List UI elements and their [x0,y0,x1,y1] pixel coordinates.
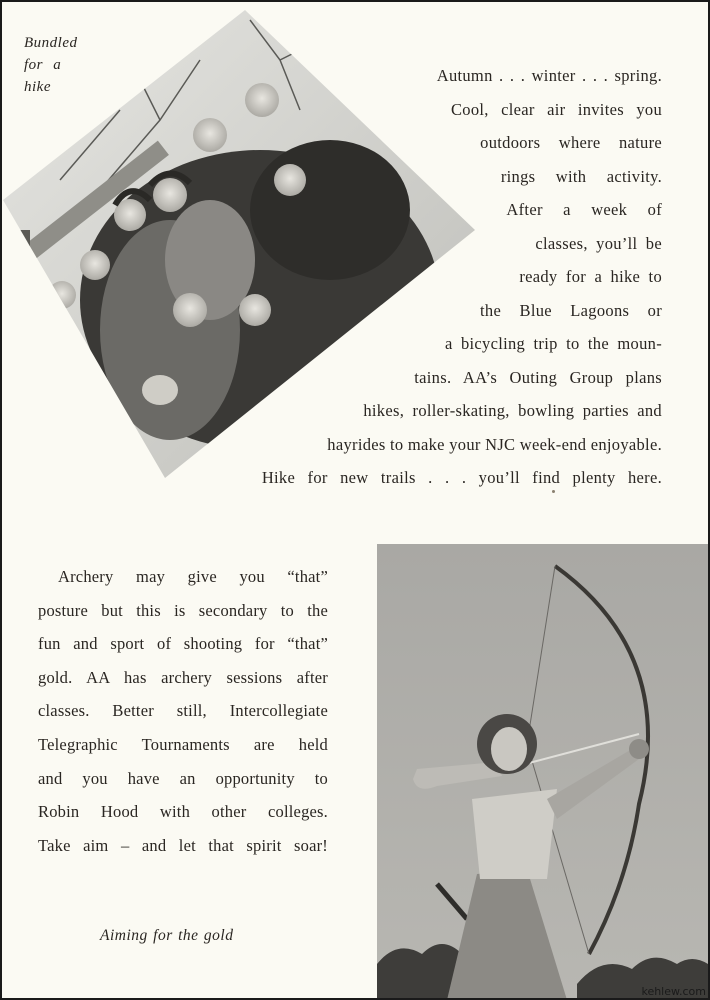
paragraph-line: gold. AA has archery sessions after [38,667,328,687]
paragraph-line: fun and sport of shooting for “that” [38,634,328,654]
archery-photo [377,544,708,1000]
hike-caption-line: Bundled [24,35,78,51]
hike-caption-line: for a [24,57,62,73]
hike-photo-caption [24,32,104,98]
paragraph-line: hikes, roller-skating, bowling parties and [363,401,662,420]
paragraph-line: ready for a hike to [519,267,662,286]
paragraph-line: classes. Better still, Intercollegiate [38,701,328,721]
paragraph-line: Take aim – and let that spirit soar! [38,835,328,855]
paragraph-line: and you have an opportunity to [38,768,328,788]
archery-photo-caption: Aiming for the gold [100,927,234,944]
paragraph-line: Robin Hood with other colleges. [38,802,328,822]
paragraph-line: tains. AA’s Outing Group plans [414,367,662,387]
paper-speck [552,490,555,493]
paragraph-line: posture but this is secondary to the [38,600,328,620]
paragraph-line: rings with activity. [500,166,662,186]
outing-paragraph [222,59,662,495]
paragraph-line: Hike for new trails . . . you’ll find plenty here. [261,468,662,487]
paragraph-line: outdoors where nature [480,133,662,152]
paragraph-line: hayrides to make your NJC week-end enjoyable. [327,434,662,454]
paragraph-line: Archery may give you “that” [58,567,328,586]
paragraph-line: a bicycling trip to the moun- [444,334,662,353]
watermark: kehlew.com [641,985,706,998]
archery-paragraph [38,560,328,862]
paragraph-line: the Blue Lagoons or [480,300,662,320]
hike-caption-line: hike [24,79,51,95]
paragraph-line: classes, you’ll be [535,233,662,253]
paragraph-line: Autumn . . . winter . . . spring. [436,66,662,85]
paragraph-line: Cool, clear air invites you [450,99,662,119]
paragraph-line: Telegraphic Tournaments are held [38,734,328,754]
paragraph-line: After a week of [506,200,662,219]
